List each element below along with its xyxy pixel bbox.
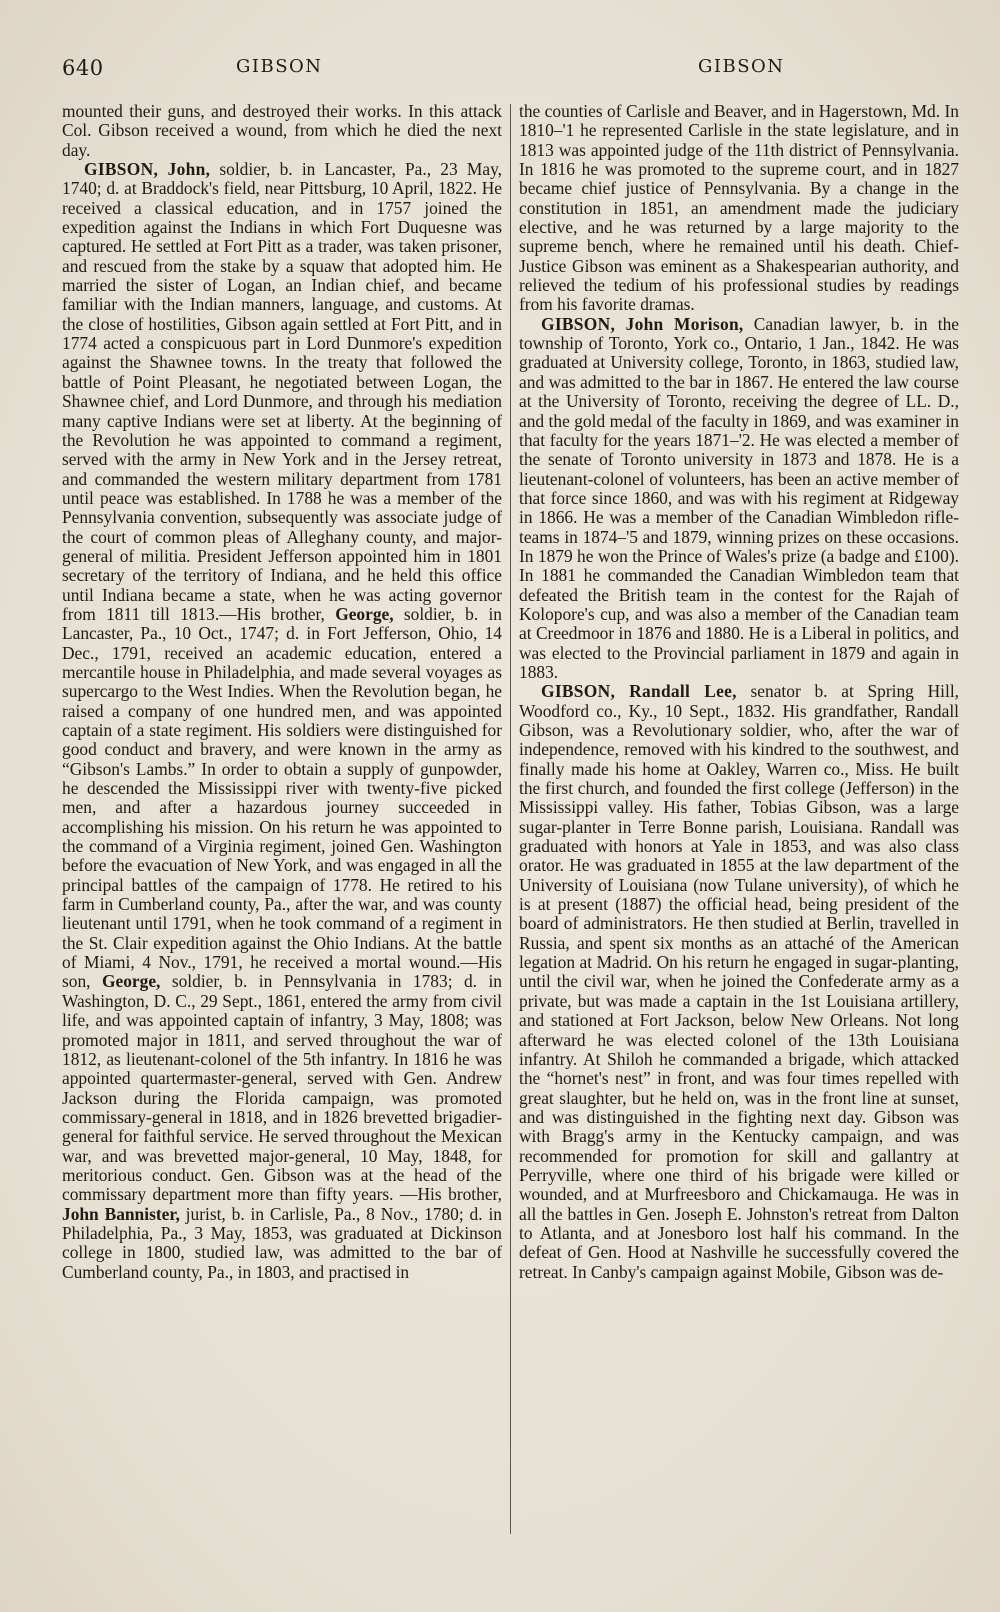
continued-paragraph — [62, 102, 502, 160]
entry-gibson-john-morison — [519, 315, 959, 683]
page-number: 640 — [62, 56, 104, 80]
column-divider — [510, 104, 511, 1534]
running-head-right: GIBSON — [698, 56, 785, 77]
entry-text: soldier, b. in Lancaster, Pa., 23 May, 1740; d. at Braddock's field, near Pittsburg, 10 April, 1822. He received a classical education, and in 1757 joined the expedition against the Indians in which Fort Duquesne was captured. He settled at Fort Pitt as a trader, was taken prisoner, and rescued from the stake by a squaw that adopted him. He married the sister of Logan, an Indian chief, and became familiar with the Indian manners, language, and customs. At the close of hostilities, Gibson again settled at Fort Pitt, and in 1774 acted a conspicuous part in Lord Dunmore's expedition against the Shawnee towns. In the treaty that followed the battle of Point Pleasant, he negotiated between Logan, the Shawnee chief, and Lord Dunmore, and through his mediation many captive Indians were set at liberty. At the beginning of the Revolution he was appointed to command a regiment, served with the army in New York and in the Jersey retreat, and commanded the western military department from 1781 until peace was established. In 1788 he was a member of the Pennsylvania convention, subsequently was associate judge of the court of common pleas of Alleghany county, and major-general of militia. President Jefferson appointed him in 1801 secretary of the territory of Indiana, and he held this office until Indiana became a state, when he was acting governor from 1811 till 1813.—His brother, — [62, 159, 502, 624]
entry-text: senator b. at Spring Hill, Woodford co., Ky., 10 Sept., 1832. His grandfather, Randall Gibson, was a Revolutionary soldier, who, after the war of independence, removed with his kindred to the southwest, and finally made his home at Oakley, Warren co., Miss. He built the first church, and founded the first college (Jefferson) in the Mississippi valley. His father, Tobias Gibson, was a large sugar-planter in Terre Bonne parish, Louisiana. Randall was graduated with honors at Yale in 1853, and was also class orator. He was graduated in 1855 at the law department of the University of Louisiana (now Tulane university), of which he is at present (1887) the official head, being president of the board of administrators. He then studied at Berlin, travelled in Russia, and spent six months as an attaché of the American legation at Madrid. On his return he engaged in sugar-planting, until the civil war, when he joined the Confederate army as a private, but was made a captain in the 1st Louisiana artillery, and stationed at Fort Jackson, below New Orleans. Not long afterward he was elected colonel of the 13th Louisiana infantry. At Shiloh he commanded a brigade, which attacked the “hornet's nest” in front, and was four times repelled with great slaughter, but he held on, was in the front line at sunset, and was distinguished in the fighting next day. Gibson was with Bragg's army in the Kentucky campaign, and was recommended for promotion for skill and gallantry at Perryville, where one third of his brigade were killed or wounded, and at Murfreesboro and Chickamauga. He was in all the battles in Gen. Joseph E. Johnston's retreat from Dalton to Atlanta, and at Jonesboro lost half his command. In the defeat of Gen. Hood at Nashville he successfully covered the retreat. In Canby's campaign against Mobile, Gibson was de- — [519, 681, 959, 1282]
page-header — [62, 52, 962, 86]
entry-headword: GIBSON, Randall Lee, — [541, 681, 737, 702]
subentry-name: John Bannister, — [62, 1203, 180, 1224]
entry-text: soldier, b. in Pennsylvania in 1783; d. in Washington, D. C., 29 Sept., 1861, entered the army from civil life, and was appointed captain of infantry, 3 May, 1808; was promoted major in 1811, and served throughout the war of 1812, as lieutenant-colonel of the 5th infantry. In 1816 he was appointed quartermaster-general, served with Gen. Andrew Jackson during the Florida campaign, was promoted commissary-general in 1818, and in 1826 brevetted brigadier-general for faithful service. He served throughout the Mexican war, and was brevetted major-general, 10 May, 1848, for meritorious conduct. Gen. Gibson was at the head of the commissary department more than fifty years. —His brother, — [62, 971, 503, 1205]
entry-headword: GIBSON, John Morison, — [541, 313, 744, 334]
entry-text: jurist, b. in Carlisle, Pa., 8 Nov., 1780; d. in Philadelphia, Pa., 3 May, 1853, was graduated at Dickinson college in 1800, studied law, was admitted to the bar of Cumberland county, Pa., in 1803, and practised in — [62, 1203, 502, 1282]
entry-gibson-john — [62, 160, 502, 1282]
running-head-left: GIBSON — [236, 56, 323, 77]
paragraph-text: the counties of Carlisle and Beaver, and in Hagerstown, Md. In 1810–'1 he represented Carlisle in the state legislature, and in 1813 was appointed judge of the 11th district of Pennsylvania. In 1816 he was promoted to the supreme court, and in 1827 became chief justice of Pennsylvania. By a change in the constitution in 1851, an amendment made the judiciary elective, and he was returned by a large majority to the supreme bench, where he remained until his death. Chief-Justice Gibson was eminent as a Shakespearian authority, and relieved the tedium of his professional studies by readings from his favorite dramas. — [519, 101, 959, 315]
entry-text: Canadian lawyer, b. in the township of Toronto, York co., Ontario, 1 Jan., 1842. He was graduated at University college, Toronto, in 1863, studied law, and was admitted to the bar in 1867. He entered the law course at the University of Toronto, receiving the degree of LL. D., and the gold medal of the faculty in 1869, and was examiner in that faculty for the years 1871–'2. He was elected a member of the senate of Toronto university in 1873 and 1878. He is a lieutenant-colonel of volunteers, has been an active member of that force since 1860, and was with his regiment at Ridgeway in 1866. He was a member of the Canadian Wimbledon rifle-teams in 1874–'5 and 1879, winning prizes on these occasions. In 1879 he won the Prince of Wales's prize (a badge and £100). In 1881 he commanded the Canadian Wimbledon team that defeated the British team in the contest for the Rajah of Kolopore's cup, and was also a member of the Canadian team at Creedmoor in 1876 and 1880. He is a Liberal in politics, and was elected to the Provincial parliament in 1879 and again in 1883. — [519, 313, 960, 682]
paragraph-text: mounted their guns, and destroyed their works. In this attack Col. Gibson received a wound, from which he died the next day. — [62, 101, 502, 160]
entry-gibson-randall-lee — [519, 682, 959, 1282]
subentry-name: George, — [335, 603, 394, 624]
entry-headword: GIBSON, John, — [84, 159, 211, 180]
entry-text: soldier, b. in Lancaster, Pa., 10 Oct., 1747; d. in Fort Jefferson, Ohio, 14 Dec., 1791, received an academic education, entered a mercantile house in Philadelphia, and made several voyages as supercargo to the West Indies. When the Revolution began, he raised a company of one hundred men, and was appointed captain of a state regiment. His soldiers were distinguished for good conduct and bravery, and were known in the army as “Gibson's Lambs.” In order to obtain a supply of gunpowder, he descended the Mississippi river with twenty-five picked men, and after a hazardous journey succeeded in accomplishing his mission. On his return he was appointed to the command of a Virginia regiment, joined Gen. Washington before the evacuation of New York, and was engaged in all the principal battles of the campaign of 1778. He retired to his farm in Cumberland county, Pa., after the war, and was county lieutenant until 1791, when he took command of a regiment in the St. Clair expedition against the Ohio Indians. At the battle of Miami, 4 Nov., 1791, he received a mortal wound.—His son, — [62, 603, 502, 992]
left-column — [62, 102, 502, 1282]
right-column — [519, 102, 959, 1282]
subentry-name: George, — [101, 971, 161, 992]
continued-paragraph — [519, 102, 959, 315]
